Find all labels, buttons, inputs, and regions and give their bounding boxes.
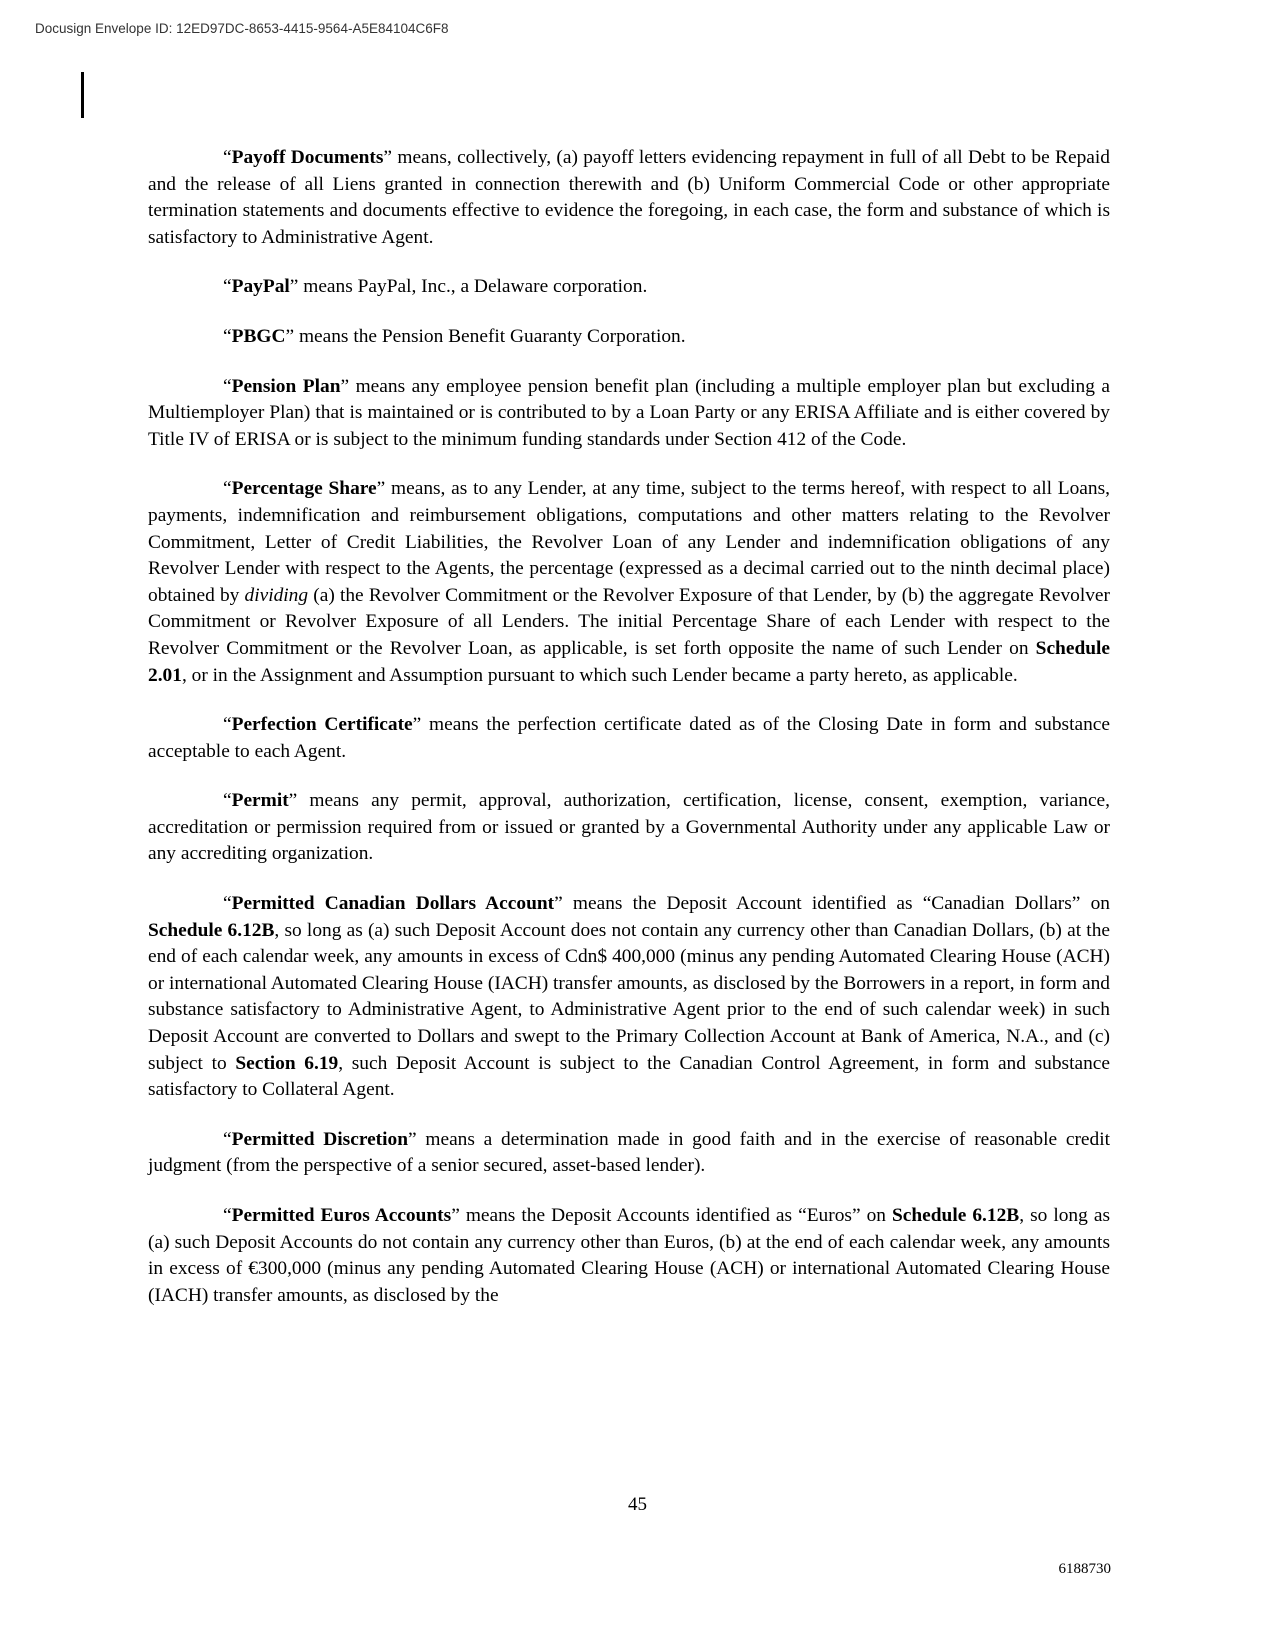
definition-permitted-canadian-dollars-account: “Permitted Canadian Dollars Account” means the Deposit Account identified as “Canadian Dollars” on Schedule 6.12B, so long as (a) such Deposit Account does not contain any currency other than Canadian Dollars, (b) at the end of each calendar week, any amounts in excess of Cdn$ 400,000 (minus any pending Automated Clearing House (ACH) or international Automated Clearing House (IACH) transfer amounts, as disclosed by the Borrowers in a report, in form and substance satisfactory to Administrative Agent, to Administrative Agent prior to the end of such calendar week) in such Deposit Account are converted to Dollars and swept to the Primary Collection Account at Bank of America, N.A., and (c) subject to Section 6.19, such Deposit Account is subject to the Canadian Control Agreement, in form and substance satisfactory to Collateral Agent. [148,893,1110,1101]
defined-term: Payoff Documents [231,147,384,168]
emphasis-text: dividing [244,584,309,606]
defined-term: Permitted Canadian Dollars Account [231,893,555,915]
definition-permit: “Permit” means any permit, approval, authorization, certification, license, consent, exemption, variance, accreditation or permission required from or issued or granted by a Governmental Authority under any applicable Law or any accrediting organization. [148,790,1110,865]
document-number: 6188730 [1058,1561,1111,1577]
defined-term: Permitted Euros Accounts [231,1205,452,1226]
page-number: 45 [628,1494,647,1515]
schedule-reference: Schedule 6.12B [891,1205,1020,1226]
definition-permitted-discretion: “Permitted Discretion” means a determination made in good faith and in the exercise of reasonable credit judgment (from the perspective of a senior secured, asset-based lender). [148,1128,1111,1177]
defined-term: PBGC [231,325,286,347]
definition-text: ” means the Pension Benefit Guaranty Corporation. [285,325,686,347]
definition-pbgc: “PBGC” means the Pension Benefit Guaranty Corporation. [223,325,686,347]
definition-text: ” means a determination made in good faith and in the exercise of reasonable credit judgment (from the perspective of a senior secured, asset-based lender). [148,1128,1111,1177]
definition-text: ” means, collectively, (a) payoff letters evidencing repayment in full of all Debt to be Repaid and the release of all Liens granted in connection therewith and (b) Uniform Commercial Code or other appropriate termination statements and documents effective to evidence the foregoing, in each case, the form and substance of which is satisfactory to Administrative Agent. [148,147,1110,248]
definition-text: ” means any employee pension benefit plan (including a multiple employer plan but excluding a Multiemployer Plan) that is maintained or is contributed to by a Loan Party or any ERISA Affiliate and is either covered by Title IV of ERISA or is subject to the minimum funding standards under Section 412 of the Code. [148,375,1110,450]
document-body [148,145,1110,1332]
definition-text: ” means the Deposit Account identified as “Canadian Dollars” on [554,893,1110,915]
definition-text: ” means any permit, approval, authorization, certification, license, consent, exemption, variance, accreditation or permission required from or issued or granted by a Governmental Authority under any applicable Law or any accrediting organization. [148,790,1110,865]
definition-percentage-share: “Percentage Share” means, as to any Lender, at any time, subject to the terms hereof, with respect to all Loans, payments, indemnification and reimbursement obligations, computations and other matters relating to the Revolver Commitment, Letter of Credit Liabilities, the Revolver Loan of any Lender and indemnification obligations of any Revolver Lender with respect to the Agents, the percentage (expressed as a decimal carried out to the ninth decimal place) obtained by dividing (a) the Revolver Commitment or the Revolver Exposure of that Lender, by (b) the aggregate Revolver Commitment or Revolver Exposure of all Lenders. The initial Percentage Share of each Lender with respect to the Revolver Commitment or the Revolver Loan, as applicable, is set forth opposite the name of such Lender on Schedule 2.01, or in the Assignment and Assumption pursuant to which such Lender became a party hereto, as applicable. [148,478,1110,686]
definition-text: ” means, as to any Lender, at any time, subject to the terms hereof, with respect to all Loans, payments, indemnification and reimbursement obligations, computations and other matters relating to the Revolver Commitment, Letter of Credit Liabilities, the Revolver Loan of any Lender and indemnification obligations of any Revolver Lender with respect to the Agents, the percentage (expressed as a decimal carried out to the ninth decimal place) obtained by [148,478,1110,606]
definition-pension-plan: “Pension Plan” means any employee pension benefit plan (including a multiple employer plan but excluding a Multiemployer Plan) that is maintained or is contributed to by a Loan Party or any ERISA Affiliate and is either covered by Title IV of ERISA or is subject to the minimum funding standards under Section 412 of the Code. [148,375,1110,450]
definition-payoff-documents: “Payoff Documents” means, collectively, (a) payoff letters evidencing repayment in full of all Debt to be Repaid and the release of all Liens granted in connection therewith and (b) Uniform Commercial Code or other appropriate termination statements and documents effective to evidence the foregoing, in each case, the form and substance of which is satisfactory to Administrative Agent. [148,147,1110,248]
envelope-id: Docusign Envelope ID: 12ED97DC-8653-4415-9564-A5E84104C6F8 [35,21,449,36]
defined-term: Permit [231,790,289,812]
definition-text: ” means the Deposit Accounts identified as “Euros” on [451,1205,892,1226]
definition-text: , so long as (a) such Deposit Account does not contain any currency other than Canadian Dollars, (b) at the end of each calendar week, any amounts in excess of Cdn$ 400,000 (minus any pending Automated Clearing House (ACH) or international Automated Clearing House (IACH) transfer amounts, as disclosed by the Borrowers in a report, in form and substance satisfactory to Administrative Agent, to Administrative Agent prior to the end of such calendar week) in such Deposit Account are converted to Dollars and swept to the Primary Collection Account at Bank of America, N.A., and (c) subject to [148,919,1110,1074]
definition-text: ” means the perfection certificate dated as of the Closing Date in form and substance acceptable to each Agent. [148,714,1110,762]
defined-term: Pension Plan [231,375,341,397]
definition-perfection-certificate: “Perfection Certificate” means the perfection certificate dated as of the Closing Date in form and substance acceptable to each Agent. [148,714,1110,762]
section-reference: Section 6.19 [235,1052,339,1074]
definition-text: ” means PayPal, Inc., a Delaware corporation. [289,276,648,298]
definition-text: , or in the Assignment and Assumption pursuant to which such Lender became a party hereto, as applicable. [181,664,1018,686]
definition-text: , so long as (a) such Deposit Accounts do not contain any currency other than Euros, (b) at the end of each calendar week, any amounts in excess of €300,000 (minus any pending Automated Clearing House (ACH) or international Automated Clearing House (IACH) transfer amounts, as disclosed by the [148,1205,1110,1306]
defined-term: Perfection Certificate [231,714,413,736]
schedule-reference: Schedule 6.12B [148,919,275,941]
defined-term: Percentage Share [231,478,377,500]
definition-text: , such Deposit Account is subject to the Canadian Control Agreement, in form and substance satisfactory to Collateral Agent. [148,1052,1110,1101]
definition-permitted-euros-accounts: “Permitted Euros Accounts” means the Deposit Accounts identified as “Euros” on Schedule 6.12B, so long as (a) such Deposit Accounts do not contain any currency other than Euros, (b) at the end of each calendar week, any amounts in excess of €300,000 (minus any pending Automated Clearing House (ACH) or international Automated Clearing House (IACH) transfer amounts, as disclosed by the [148,1205,1110,1306]
revision-change-bar [81,72,84,118]
schedule-reference: Schedule 2.01 [148,637,1110,686]
defined-term: PayPal [231,276,290,298]
definition-paypal: “PayPal” means PayPal, Inc., a Delaware corporation. [223,276,648,298]
defined-term: Permitted Discretion [231,1128,409,1150]
definition-text: (a) the Revolver Commitment or the Revolver Exposure of that Lender, by (b) the aggregate Revolver Commitment or Revolver Exposure of all Lenders. The initial Percentage Share of each Lender with respect to the Revolver Commitment or the Revolver Loan, as applicable, is set forth opposite the name of such Lender on [148,584,1110,659]
